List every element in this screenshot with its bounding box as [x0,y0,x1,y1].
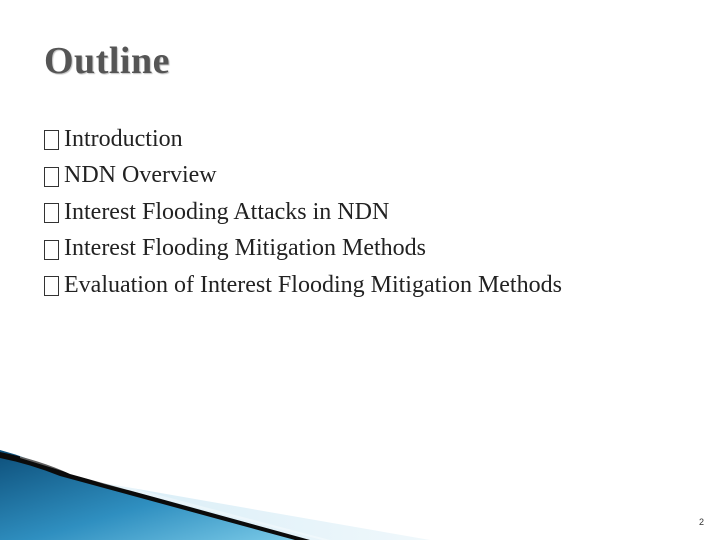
checkbox-icon [44,130,59,150]
bullet-item-ndn-overview [44,158,562,195]
decorative-wave-graphic [0,450,430,540]
bullet-item-evaluation [44,267,562,304]
bullet-text: Interest Flooding Mitigation Methods [64,235,426,262]
bullet-item-introduction [44,121,562,158]
checkbox-icon [44,203,59,223]
bullet-item-flooding-attacks [44,194,562,231]
checkbox-icon [44,167,59,187]
bullet-text: Interest Flooding Attacks in NDN [64,198,390,225]
bullet-text: Introduction [64,125,183,152]
bullet-list [44,121,562,304]
slide-title: Outline [44,40,170,82]
bullet-text: NDN Overview [64,162,217,189]
bullet-item-mitigation-methods [44,231,562,268]
page-number: 2 [698,517,704,527]
checkbox-icon [44,276,59,296]
checkbox-icon [44,240,59,260]
bullet-text: Evaluation of Interest Flooding Mitigation Methods [64,271,562,298]
